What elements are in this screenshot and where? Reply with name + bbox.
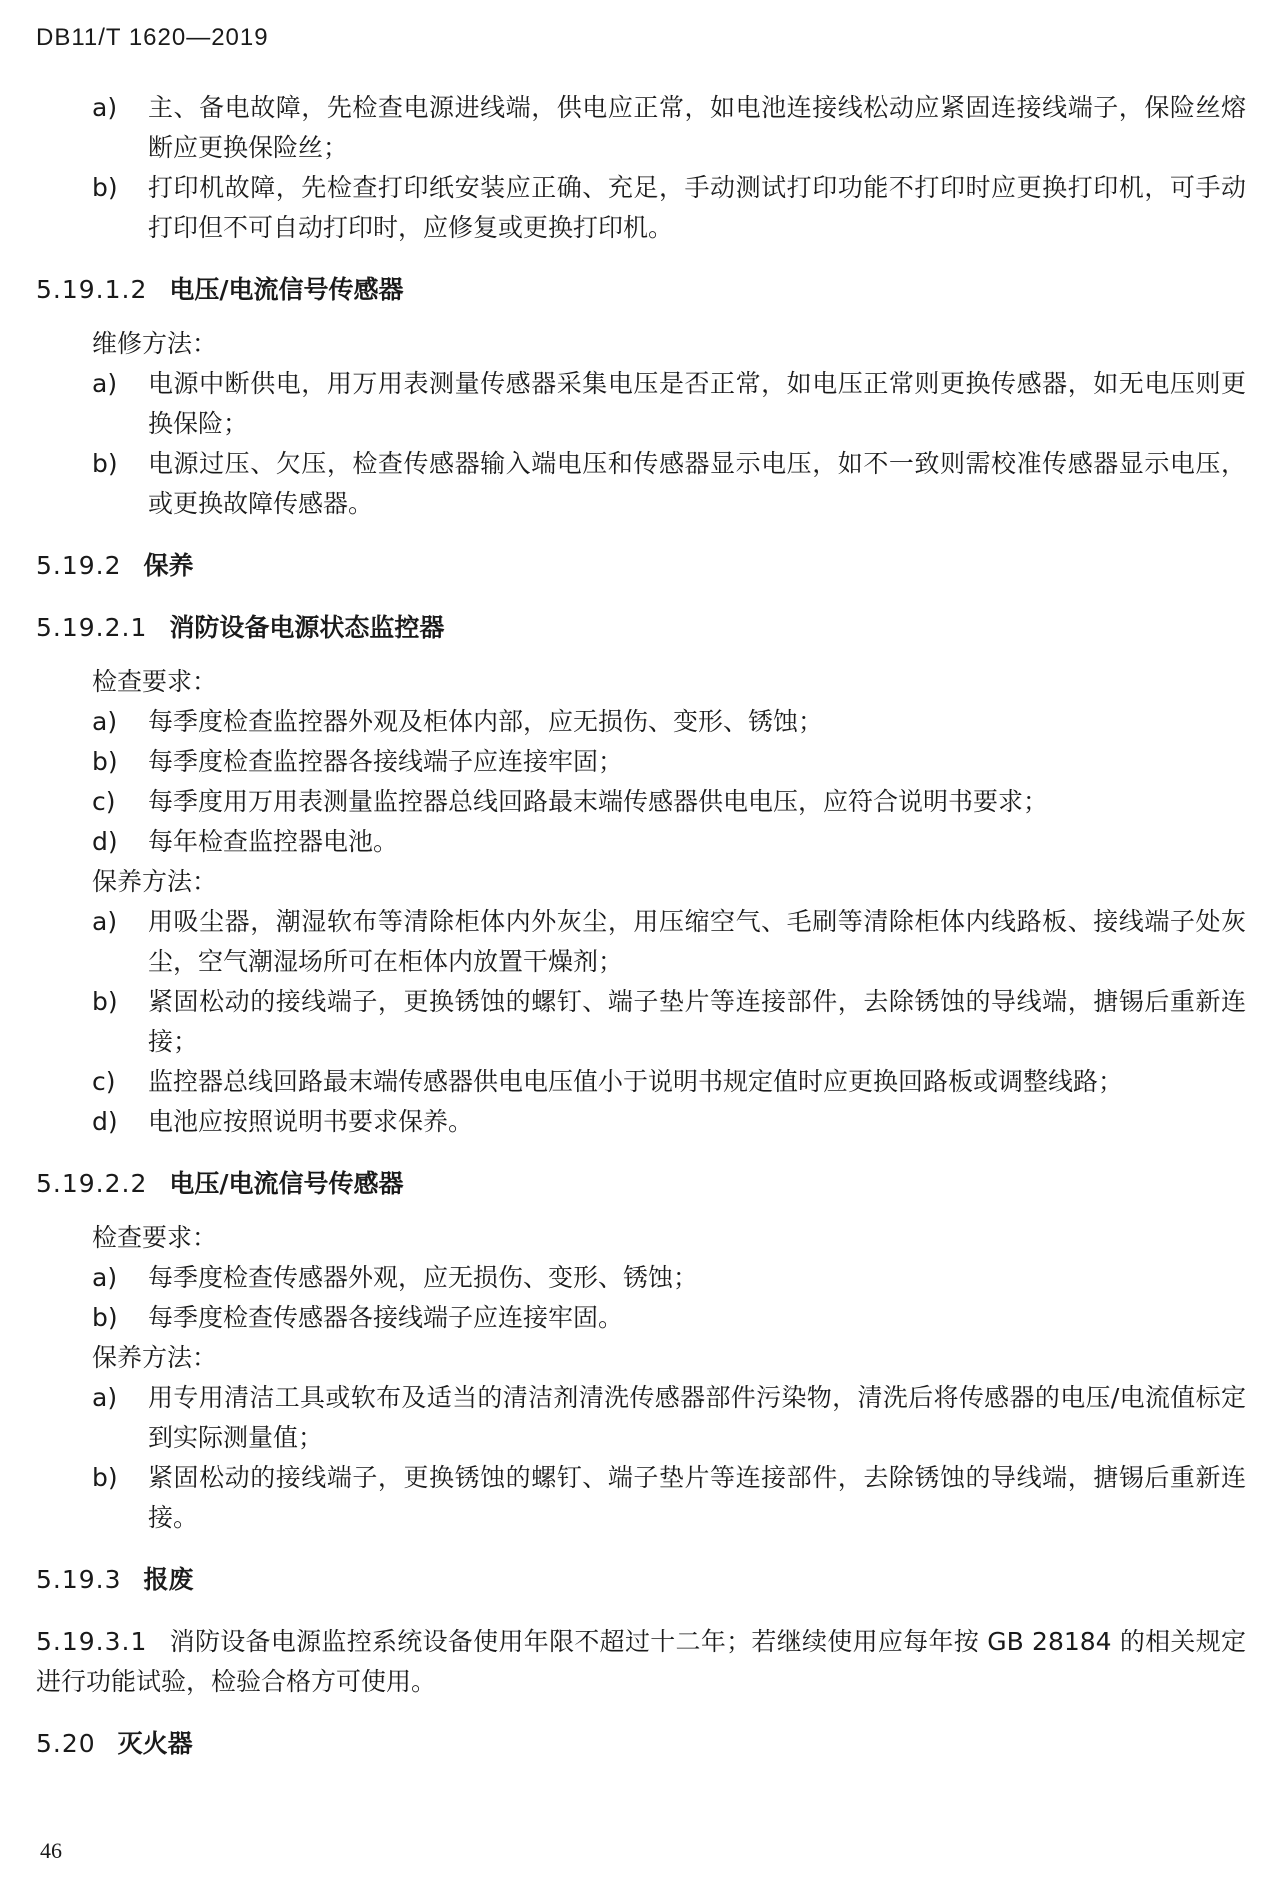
list-item: [36, 88, 1246, 168]
list-item-text: 电池应按照说明书要求保养。: [148, 1107, 474, 1136]
list-item: [36, 1298, 1246, 1338]
list-marker: c): [92, 787, 116, 816]
section-title: 消防设备电源状态监控器: [169, 613, 445, 642]
section-title: 保养: [143, 551, 194, 580]
list-item: [36, 982, 1246, 1062]
section-heading: [36, 546, 1246, 586]
list-item: [36, 702, 1246, 742]
section-title: 电压/电流信号传感器: [169, 1169, 404, 1198]
list-marker: a): [92, 1263, 118, 1292]
list-marker: d): [92, 1107, 118, 1136]
list-item-text: 打印机故障，先检查打印纸安装应正确、充足，手动测试打印功能不打印时应更换打印机，可手动打印但不可自动打印时，应修复或更换打印机。: [148, 173, 1246, 242]
subsection-label: 保养方法：: [92, 1343, 218, 1372]
list-item-text: 每年检查监控器电池。: [148, 827, 399, 856]
list-item: [36, 1062, 1246, 1102]
subsection-label: 检查要求：: [92, 1223, 218, 1252]
list-item: [36, 364, 1246, 444]
list-marker: a): [92, 93, 118, 122]
list-item-text: 紧固松动的接线端子，更换锈蚀的螺钉、端子垫片等连接部件，去除锈蚀的导线端，搪锡后重新连接。: [148, 1463, 1246, 1532]
section-number: 5.19.2.2: [36, 1169, 148, 1198]
list-item: [36, 1258, 1246, 1298]
list-item: [36, 902, 1246, 982]
list-marker: b): [92, 747, 118, 776]
list-item-text: 电源中断供电，用万用表测量传感器采集电压是否正常，如电压正常则更换传感器，如无电压则更换保险；: [148, 369, 1246, 438]
section-number: 5.19.2: [36, 551, 122, 580]
list-item: [36, 782, 1246, 822]
list-marker: b): [92, 449, 118, 478]
list-marker: c): [92, 1067, 116, 1096]
list-marker: a): [92, 1383, 118, 1412]
list-item: [36, 1458, 1246, 1538]
clause-text: 消防设备电源监控系统设备使用年限不超过十二年；若继续使用应每年按 GB 28184 的相关规定进行功能试验，检验合格方可使用。: [36, 1627, 1246, 1696]
subsection-label: 保养方法：: [92, 867, 218, 896]
list-marker: d): [92, 827, 118, 856]
list-item-text: 监控器总线回路最末端传感器供电电压值小于说明书规定值时应更换回路板或调整线路；: [148, 1067, 1124, 1096]
list-marker: b): [92, 1303, 118, 1332]
list-item: [36, 1102, 1246, 1142]
list-item: [36, 822, 1246, 862]
section-number: 5.20: [36, 1729, 96, 1758]
subsection-label: 维修方法：: [92, 329, 218, 358]
list-item-text: 每季度检查传感器各接线端子应连接牢固。: [148, 1303, 624, 1332]
list-marker: a): [92, 707, 118, 736]
list-marker: b): [92, 173, 118, 202]
section-heading: [36, 1724, 1246, 1764]
list-item: [36, 1378, 1246, 1458]
list-marker: a): [92, 369, 118, 398]
list-marker: b): [92, 1463, 118, 1492]
section-title: 电压/电流信号传感器: [169, 275, 404, 304]
section-heading: [36, 608, 1246, 648]
clause-paragraph: [36, 1622, 1246, 1702]
subsection-label: 检查要求：: [92, 667, 218, 696]
list-item-text: 电源过压、欠压，检查传感器输入端电压和传感器显示电压，如不一致则需校准传感器显示电压，或更换故障传感器。: [148, 449, 1246, 518]
section-number: 5.19.2.1: [36, 613, 148, 642]
document-code: DB11/T 1620—2019: [36, 24, 269, 51]
section-heading: [36, 270, 1246, 310]
list-item-text: 用专用清洁工具或软布及适当的清洁剂清洗传感器部件污染物，清洗后将传感器的电压/电流值标定到实际测量值；: [148, 1383, 1246, 1452]
list-item-text: 用吸尘器，潮湿软布等清除柜体内外灰尘，用压缩空气、毛刷等清除柜体内线路板、接线端子处灰尘，空气潮湿场所可在柜体内放置干燥剂；: [148, 907, 1246, 976]
page-number: 46: [40, 1838, 62, 1863]
list-marker: a): [92, 907, 118, 936]
list-item-text: 紧固松动的接线端子，更换锈蚀的螺钉、端子垫片等连接部件，去除锈蚀的导线端，搪锡后重新连接；: [148, 987, 1246, 1056]
section-number: 5.19.1.2: [36, 275, 148, 304]
section-title: 报废: [143, 1565, 194, 1594]
list-item-text: 每季度检查监控器外观及柜体内部，应无损伤、变形、锈蚀；: [148, 707, 824, 736]
list-item-text: 主、备电故障，先检查电源进线端，供电应正常，如电池连接线松动应紧固连接线端子，保险丝熔断应更换保险丝；: [148, 93, 1246, 162]
list-item-text: 每季度用万用表测量监控器总线回路最末端传感器供电电压，应符合说明书要求；: [148, 787, 1049, 816]
list-item: [36, 444, 1246, 524]
list-item: [36, 742, 1246, 782]
section-title: 灭火器: [117, 1729, 193, 1758]
list-item-text: 每季度检查传感器外观，应无损伤、变形、锈蚀；: [148, 1263, 699, 1292]
section-heading: [36, 1560, 1246, 1600]
section-number: 5.19.3: [36, 1565, 122, 1594]
list-marker: b): [92, 987, 118, 1016]
document-body: [36, 88, 1246, 1778]
section-heading: [36, 1164, 1246, 1204]
clause-number: 5.19.3.1: [36, 1627, 148, 1656]
list-item: [36, 168, 1246, 248]
list-item-text: 每季度检查监控器各接线端子应连接牢固；: [148, 747, 624, 776]
